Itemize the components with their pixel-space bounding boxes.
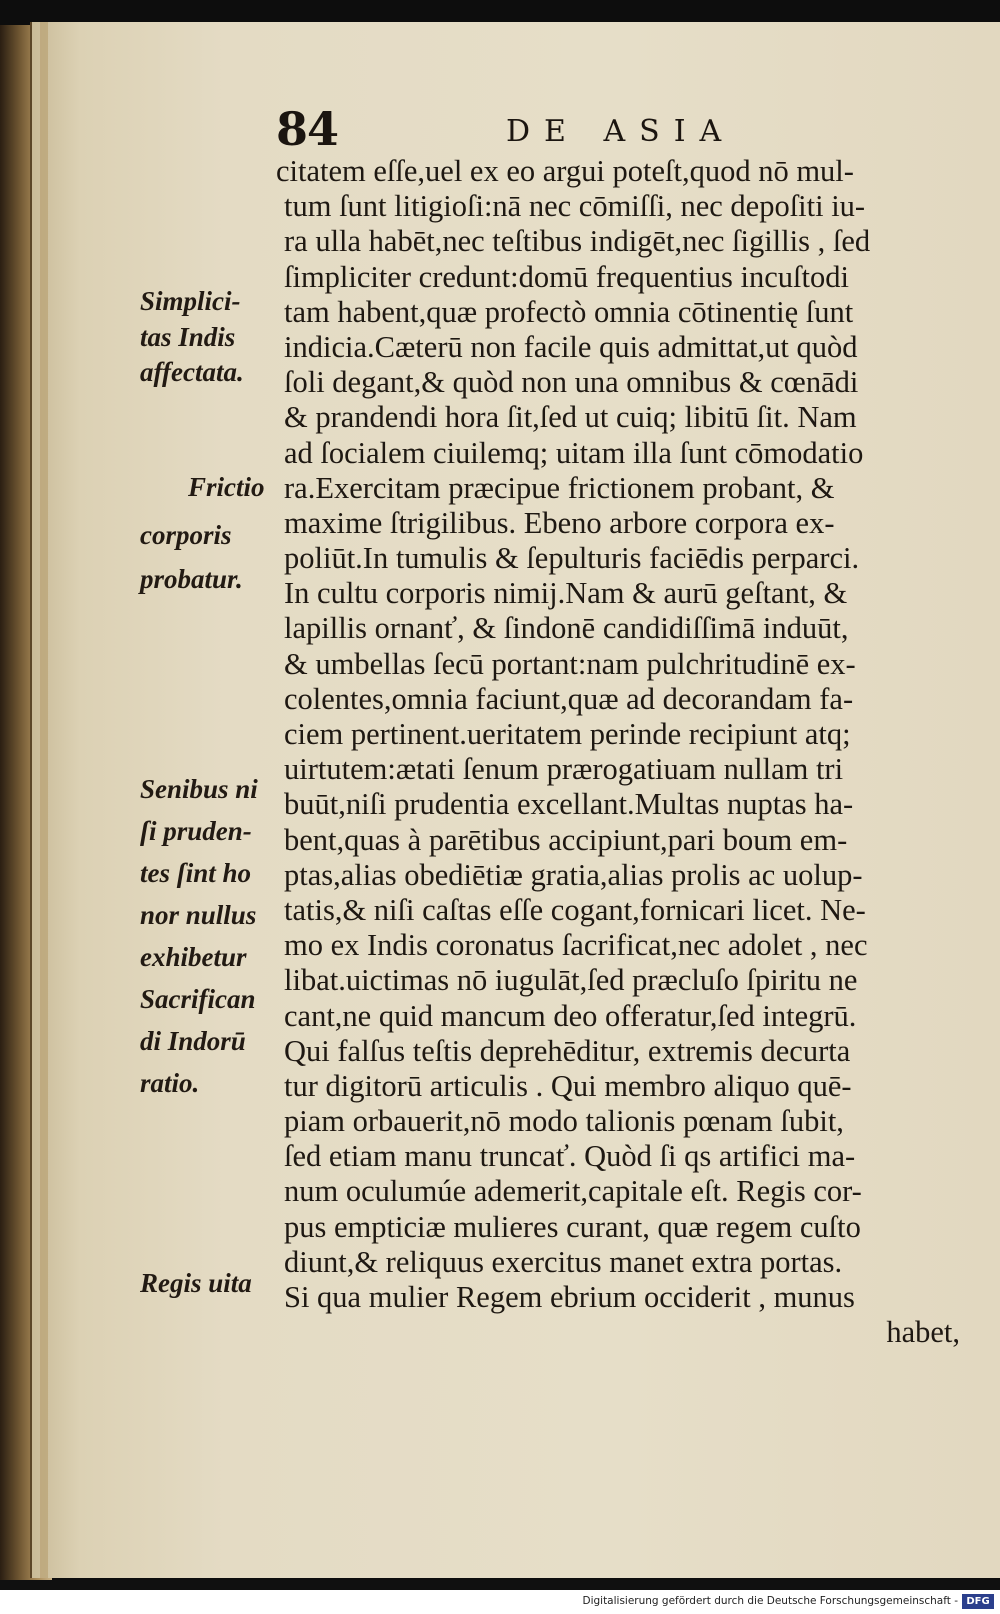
text-line: bent,quas à parētibus accipiunt,pari boum em- <box>284 822 848 857</box>
margin-note: exhibetur <box>140 942 247 972</box>
text-line: maxime ſtrigilibus. Ebeno arbore corpora ex- <box>284 505 835 540</box>
text-line: ſoli degant,& quòd non una omnibus & cœnādi <box>284 365 859 400</box>
margin-note: Sacrifican <box>140 984 256 1014</box>
dfg-logo: DFG <box>962 1594 994 1609</box>
text-line: buūt,niſi prudentia excellant.Multas nuptas ha- <box>284 787 854 822</box>
margin-note: ratio. <box>140 1068 200 1098</box>
text-line: ad ſocialem ciuilemq; uitam illa ſunt cōmodatio <box>284 435 864 470</box>
margin-note: probatur. <box>140 564 243 594</box>
margin-note: tas Indis <box>140 322 236 352</box>
margin-note: corporis <box>140 520 232 550</box>
text-line: libat.uictimas nō iugulāt,ſed præcluſo ſpiritu ne <box>284 963 858 998</box>
text-line: diunt,& reliquus exercitus manet extra portas. <box>284 1244 843 1279</box>
text-line: ſimpliciter credunt:domū frequentius incuſtodi <box>284 259 849 294</box>
text-line: pus empticiæ mulieres curant, quæ regem cuſto <box>284 1209 861 1244</box>
text-line: In cultu corporis nimij.Nam & aurū geſtant, & <box>284 576 848 611</box>
margin-note: Simplici- <box>140 286 241 316</box>
margin-note: ſi pruden- <box>140 816 252 846</box>
text-line: poliūt.In tumulis & ſepulturis faciēdis perparci. <box>284 541 860 576</box>
margin-note: Frictio <box>188 472 265 502</box>
running-head-title: DE ASIA <box>506 114 736 149</box>
text-line: uirtutem:ætati ſenum prærogatiuam nullam tri <box>284 752 844 787</box>
page-gutter <box>40 22 48 1578</box>
text-line: tam habent,quæ profectò omnia cōtinentię ſunt <box>284 294 854 329</box>
text-line: cant,ne quid mancum deo offeratur,ſed integrū. <box>284 998 857 1033</box>
text-line: ptas,alias obediētiæ gratia,alias prolis ac uolup- <box>284 857 863 892</box>
text-line: mo ex Indis coronatus ſacrificat,nec adolet , nec <box>284 928 868 963</box>
catchword-line: habet, <box>886 1315 960 1350</box>
margin-note: Regis uita <box>140 1268 252 1298</box>
text-line: ſed etiam manu truncať. Quòd ſi qs artifici ma- <box>284 1139 856 1174</box>
text-line: piam orbauerit,nō modo talionis pœnam ſubit, <box>284 1104 844 1139</box>
text-line: ra ulla habēt,nec teſtibus indigēt,nec ſigillis , ſed <box>284 224 871 259</box>
margin-note: Senibus ni <box>140 774 258 804</box>
margin-note: di Indorū <box>140 1026 246 1056</box>
text-line: colentes,omnia faciunt,quæ ad decorandam fa- <box>284 681 854 716</box>
page-number: 84 <box>276 102 339 156</box>
margin-note: affectata. <box>140 357 244 387</box>
margin-note: tes ſint ho <box>140 858 252 888</box>
margin-note: nor nullus <box>140 900 257 930</box>
text-line: & prandendi hora ſit,ſed ut cuiq; libitū ſit. Nam <box>284 400 857 435</box>
text-line: citatem eſſe,uel ex eo argui poteſt,quod nō mul- <box>276 154 854 188</box>
text-line: tum ſunt litigioſi:nā nec cōmiſſi, nec depoſiti iu- <box>284 189 866 224</box>
running-head <box>276 102 756 156</box>
text-line: Qui falſus teſtis deprehēditur, extremis decurta <box>284 1033 851 1068</box>
text-line: ciem pertinent.ueritatem perinde recipiunt atq; <box>284 717 851 751</box>
text-line: tur digitorū articulis . Qui membro aliquo quē- <box>284 1068 852 1103</box>
text-line: ra.Exercitam præcipue frictionem probant, & <box>284 470 835 505</box>
text-line: indicia.Cæterū non facile quis admittat,ut quòd <box>284 329 858 364</box>
text-line: lapillis ornanť, & ſindonē candidiſſimā induūt, <box>284 611 849 646</box>
text-line: num oculumúe ademerit,capitale eſt. Regis cor- <box>284 1174 862 1209</box>
footer-credit: Digitalisierung gefördert durch die Deutsche Forschungsgemeinschaft - <box>582 1595 958 1607</box>
text-line: & umbellas ſecū portant:nam pulchritudinē ex- <box>284 646 856 681</box>
text-line: tatis,& niſi caſtas eſſe cogant,fornicari licet. Ne- <box>284 892 866 927</box>
digitization-footer <box>0 1590 1000 1614</box>
main-text-block <box>276 154 960 1350</box>
text-line: Si qua mulier Regem ebrium occiderit , munus <box>284 1280 855 1314</box>
